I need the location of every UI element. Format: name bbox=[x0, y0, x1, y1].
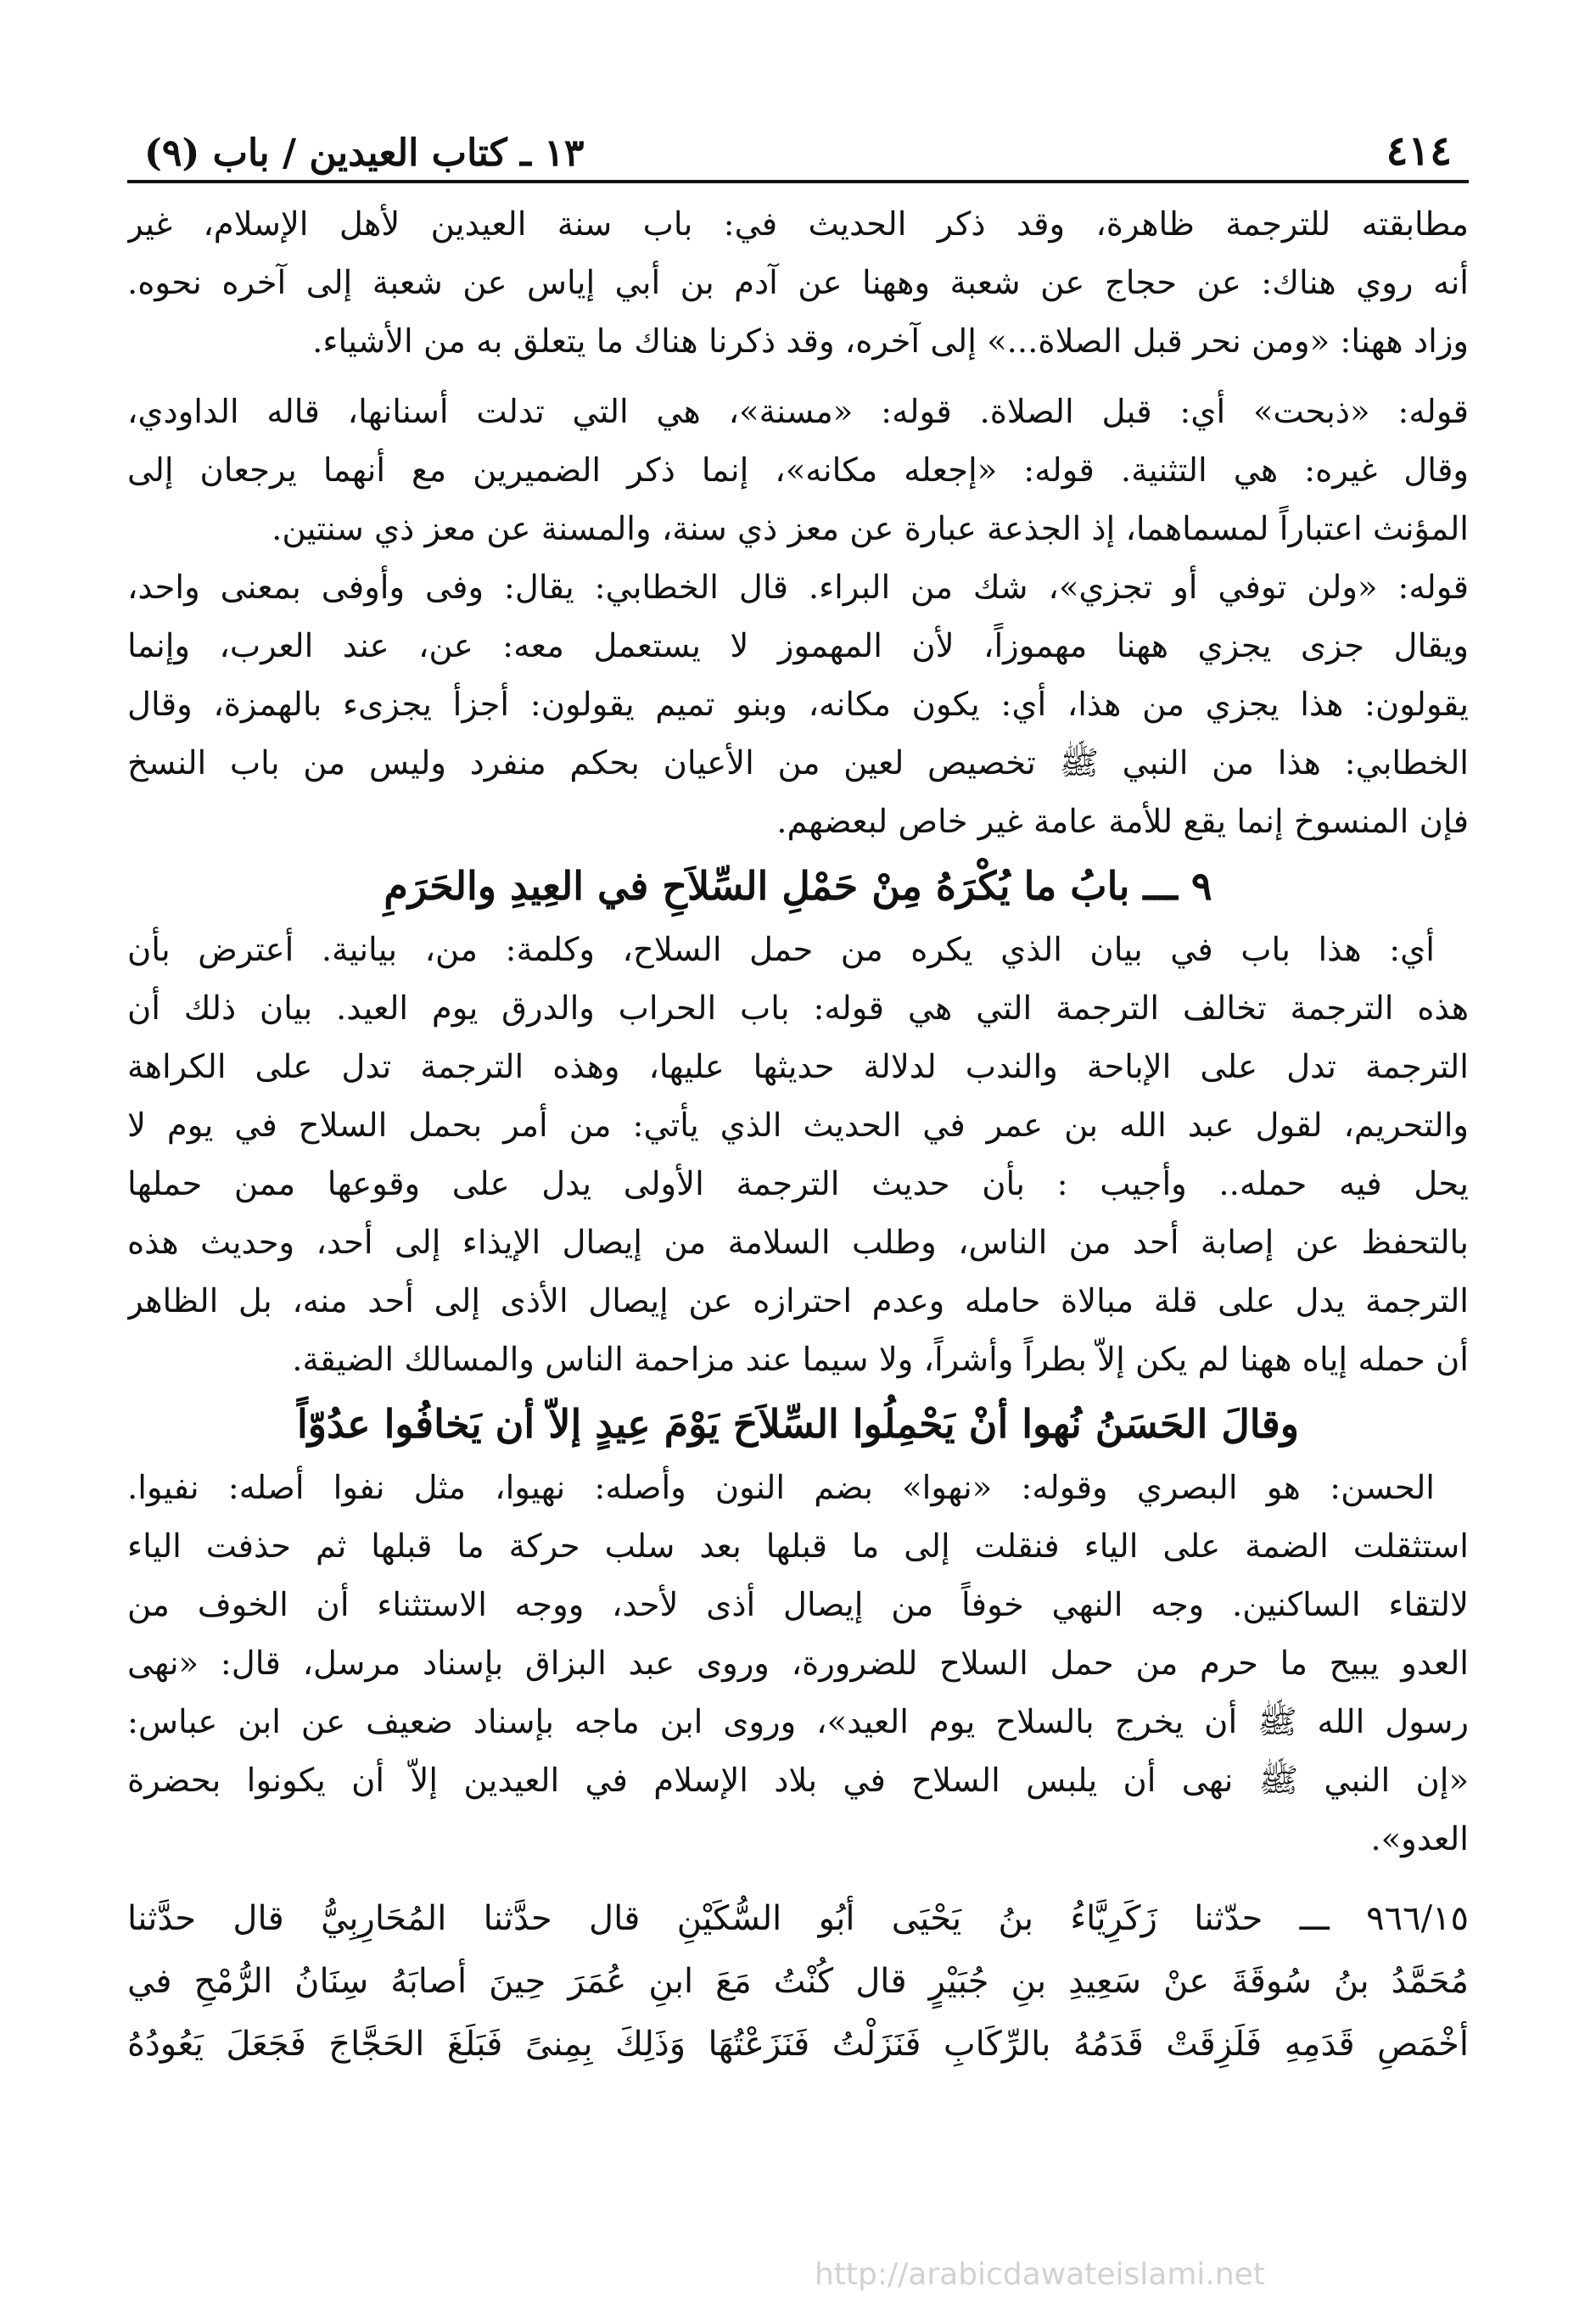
paragraph-match-explanation bbox=[127, 195, 1469, 371]
text-line: العدو يبيح ما حرم من حمل السلاح للضرورة، وروى عبد البزاق بإسناد مرسل، قال: «نهى bbox=[127, 1645, 1469, 1683]
text-line: يقولون: هذا يجزي من هذا، أي: يكون مكانه، وبنو تميم يقولون: أجزأ يجزىء بالهمزة، وقال bbox=[127, 686, 1469, 724]
text-line: بالتحفظ عن إصابة أحد من الناس، وطلب السلامة من إيصال الإيذاء إلى أحد، وحديث هذه bbox=[127, 1224, 1469, 1262]
text-line: أخْمَصِ قَدَمِهِ فَلَزِقَتْ قَدَمُهُ بالرِّكَابِ فَنَزَلْتُ فَنَزَعْتُهَا وَذَلِكَ بِمِنىً فَبَلَغَ الحَجَّاجَ فَجَعَلَ يَعُودُهُ bbox=[127, 2025, 1469, 2064]
text-line: الخطابي: هذا من النبي ﷺ تخصيص لعين من الأعيان بحكم منفرد وليس من باب النسخ bbox=[127, 744, 1469, 782]
chapter-title: ١٣ ـ كتاب العيدين / باب (٩) bbox=[144, 132, 585, 175]
paragraph-dhabaht-commentary bbox=[127, 383, 1469, 558]
section-heading-chapter-9: ٩ ـــ بابُ ما يُكْرَهُ مِنْ حَمْلِ السِّلاَحِ في العِيدِ والحَرَمِ bbox=[384, 863, 1212, 909]
text-line: ويقال جزى يجزي ههنا مهموزاً، لأن المهموز لا يستعمل معه: عن، عند العرب، وإنما bbox=[127, 627, 1469, 665]
text-line: أن حمله إياه ههنا لم يكن إلاّ بطراً وأشراً، ولا سيما عند مزاحمة الناس والمسالك الضيقة. bbox=[292, 1341, 1469, 1379]
page-number: ٤١٤ bbox=[1386, 127, 1452, 175]
text-line: قوله: «ذبحت» أي: قبل الصلاة. قوله: «مسنة»، هي التي تدلت أسنانها، قاله الداودي، bbox=[127, 393, 1469, 431]
text-line: مُحَمَّدُ بنُ سُوقَةَ عنْ سَعِيدِ بنِ جُبَيْرٍ قال كُنْتُ مَعَ ابنِ عُمَرَ حِينَ أصابَهُ سِنَانُ الرُّمْحِ في bbox=[127, 1962, 1469, 2001]
section-heading-hasan-statement: وقالَ الحَسَنُ نُهوا أنْ يَحْمِلُوا السِّلاَحَ يَوْمَ عِيدٍ إلاّ أن يَخافُوا عدُوّاً bbox=[296, 1401, 1300, 1447]
text-line: ٩٦٦/١٥ ـــ حدّثنا زَكَرِيَّاءُ بنُ يَحْيَى أبُو السُّكَيْنِ قال حدَّثنا المُحَارِبِيُّ قال حدَّثنا bbox=[127, 1899, 1469, 1938]
text-line: قوله: «ولن توفي أو تجزي»، شك من البراء. قال الخطابي: يقال: وفى وأوفى بمعنى واحد، bbox=[127, 569, 1469, 607]
text-line: هذه الترجمة تخالف الترجمة التي هي قوله: باب الحراب والدرق يوم العيد. بيان ذلك أن bbox=[127, 989, 1469, 1028]
text-line: استثقلت الضمة على الياء فنقلت إلى ما قبلها بعد سلب حركة ما قبلها ثم حذفت الياء bbox=[127, 1527, 1469, 1566]
paragraph-tujzi-commentary bbox=[127, 558, 1469, 851]
text-line: المؤنث اعتباراً لمسماهما، إذ الجذعة عبارة عن معز ذي سنة، والمسنة عن معز ذي سنتين. bbox=[272, 510, 1469, 548]
watermark-url: http://arabicdawateislami.net bbox=[815, 2257, 1265, 2292]
text-line: يحل فيه حمله.. وأجيب : بأن حديث الترجمة الأولى يدل على وقوعها ممن حملها bbox=[127, 1165, 1469, 1203]
text-line: الترجمة يدل على قلة مبالاة حامله وعدم احترازه عن إيصال الأذى إلى أحد منه، بل الظاهر bbox=[127, 1282, 1469, 1320]
text-line: والتحريم، لقول عبد الله بن عمر في الحديث الذي يأتي: من أمر بحمل السلاح في يوم لا bbox=[127, 1107, 1469, 1145]
text-line: الترجمة تدل على الإباحة والندب لدلالة حديثها عليها، وهذه الترجمة تدل على الكراهة bbox=[127, 1048, 1469, 1086]
text-line: «إن النبي ﷺ نهى أن يلبس السلاح في بلاد الإسلام في العيدين إلاّ أن يكونوا بحضرة bbox=[127, 1762, 1469, 1800]
text-line: وقال غيره: هي التثنية. قوله: «إجعله مكانه»، إنما ذكر الضميرين مع أنهما يرجعان إلى bbox=[127, 451, 1469, 490]
text-line: لالتقاء الساكنين. وجه النهي خوفاً من إيصال أذى لأحد، ووجه الاستثناء أن الخوف من bbox=[127, 1586, 1469, 1624]
hadith-text bbox=[127, 1887, 1469, 2076]
text-line: وزاد ههنا: «ومن نحر قبل الصلاة...» إلى آخره، وقد ذكرنا هناك ما يتعلق به من الأشياء. bbox=[312, 322, 1469, 361]
paragraph-chapter-9-commentary bbox=[127, 921, 1469, 1389]
text-line: أي: هذا باب في بيان الذي يكره من حمل السلاح، وكلمة: من، بيانية. أعترض بأن bbox=[127, 931, 1435, 969]
text-line: العدو». bbox=[1370, 1820, 1469, 1858]
paragraph-hasan-commentary bbox=[127, 1459, 1469, 1869]
text-line: رسول الله ﷺ أن يخرج بالسلاح يوم العيد»، وروى ابن ماجه بإسناد ضعيف عن ابن عباس: bbox=[127, 1703, 1469, 1741]
text-line: أنه روي هناك: عن حجاج عن شعبة وههنا عن آدم بن أبي إياس عن شعبة إلى آخره نحوه. bbox=[127, 264, 1469, 302]
text-line: الحسن: هو البصري وقوله: «نهوا» بضم النون وأصله: نهيوا، مثل نفوا أصله: نفيوا. bbox=[127, 1469, 1435, 1507]
text-line: مطابقته للترجمة ظاهرة، وقد ذكر الحديث في: باب سنة العيدين لأهل الإسلام، غير bbox=[127, 205, 1469, 244]
page-header bbox=[127, 127, 1469, 183]
text-line: فإن المنسوخ إنما يقع للأمة عامة غير خاص لبعضهم. bbox=[776, 803, 1469, 841]
